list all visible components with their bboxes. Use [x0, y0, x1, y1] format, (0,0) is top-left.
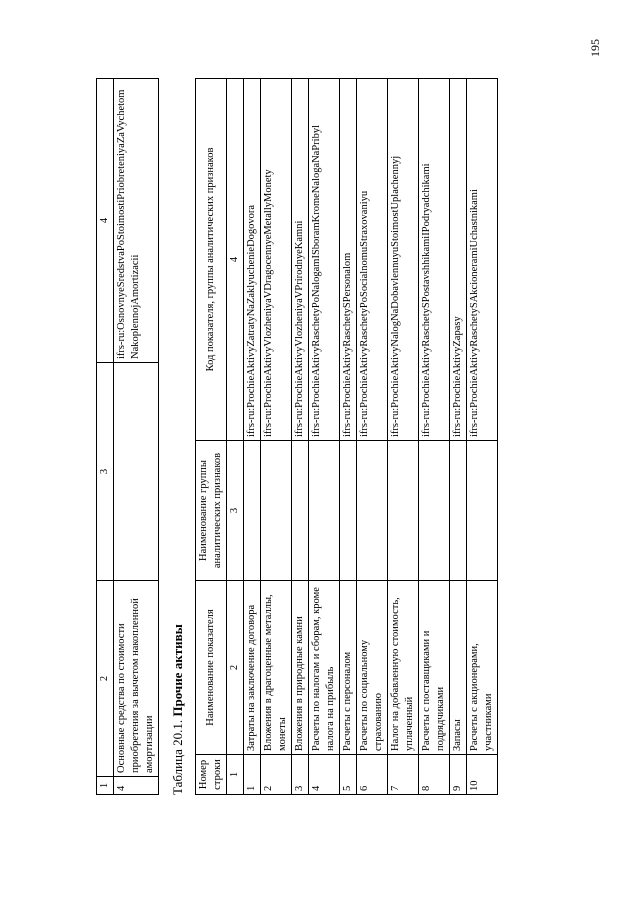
- table-row: [467, 79, 498, 795]
- row-group: [388, 441, 419, 581]
- table-row: [261, 79, 292, 795]
- column-number-row: [97, 79, 114, 795]
- col-number-3: 3: [97, 363, 114, 581]
- row-name: Налог на добавленную стоимость, уплаченный: [388, 581, 419, 755]
- header-code: Код показателя, группы аналитических признаков: [196, 79, 227, 441]
- row-group: [467, 441, 498, 581]
- row-code: ifrs-ru:OsnovnyeSredstvaPoStoimostiPriobreteniyaZaVychetomNakoplennojAmortizacii: [114, 79, 159, 363]
- header-row-number: Номер строки: [196, 755, 227, 795]
- row-number: 7: [388, 755, 419, 795]
- row-name: Расчеты с поставщиками и подрядчиками: [419, 581, 450, 755]
- row-group: [340, 441, 357, 581]
- row-code: ifrs-ru:ProchieAktivyZapasy: [450, 79, 467, 441]
- row-name: Вложения в драгоценные металлы, монеты: [261, 581, 292, 755]
- row-group: [450, 441, 467, 581]
- col-number-3: 3: [227, 441, 244, 581]
- row-name: Расчеты по налогам и сборам, кроме налога на прибыль: [309, 581, 340, 755]
- row-code: ifrs-ru:ProchieAktivyZatratyNaZaklyuchenieDogovora: [244, 79, 261, 441]
- page-number: 195: [588, 39, 602, 57]
- row-group: [309, 441, 340, 581]
- row-group: [292, 441, 309, 581]
- row-group: [261, 441, 292, 581]
- table-row: [388, 79, 419, 795]
- table-row: [292, 79, 309, 795]
- row-group: [114, 363, 159, 581]
- table-row: [114, 79, 159, 795]
- row-name: Основные средства по стоимости приобретения за вычетом накопленной амортизации: [114, 581, 159, 777]
- table-row: [357, 79, 388, 795]
- column-number-row: [227, 79, 244, 795]
- header-row: [196, 79, 227, 795]
- row-number: 4: [114, 777, 159, 795]
- other-assets-table: [195, 78, 498, 795]
- table-caption: [170, 624, 186, 795]
- col-number-4: 4: [227, 79, 244, 441]
- row-name: Затраты на заключение договора: [244, 581, 261, 755]
- row-group: [419, 441, 450, 581]
- row-code: ifrs-ru:ProchieAktivyRaschetyPoSocialnomuStraxovaniyu: [357, 79, 388, 441]
- table-row: [340, 79, 357, 795]
- row-code: ifrs-ru:ProchieAktivyRaschetySAkcioneramiUchastnikami: [467, 79, 498, 441]
- row-group: [357, 441, 388, 581]
- row-code: ifrs-ru:ProchieAktivyVlozheniyaVPrirodnyeKamni: [292, 79, 309, 441]
- row-number: 5: [340, 755, 357, 795]
- row-code: ifrs-ru:ProchieAktivyNalogNaDobavlennuyuStoimostUplachennyj: [388, 79, 419, 441]
- row-number: 2: [261, 755, 292, 795]
- row-number: 8: [419, 755, 450, 795]
- continued-table: [96, 78, 159, 795]
- row-name: Запасы: [450, 581, 467, 755]
- col-number-1: 1: [97, 777, 114, 795]
- col-number-2: 2: [97, 581, 114, 777]
- row-group: [244, 441, 261, 581]
- row-code: ifrs-ru:ProchieAktivyVlozheniyaVDragocennyeMetallyMonety: [261, 79, 292, 441]
- caption-prefix: Таблица 20.1.: [170, 716, 185, 795]
- row-code: ifrs-ru:ProchieAktivyRaschetySPersonalom: [340, 79, 357, 441]
- table-row: [244, 79, 261, 795]
- col-number-1: 1: [227, 755, 244, 795]
- table-row: [419, 79, 450, 795]
- header-indicator-name: Наименование показателя: [196, 581, 227, 755]
- row-number: 9: [450, 755, 467, 795]
- table-row: [309, 79, 340, 795]
- col-number-2: 2: [227, 581, 244, 755]
- row-name: Расчеты по социальному страхованию: [357, 581, 388, 755]
- row-code: ifrs-ru:ProchieAktivyRaschetyPoNalogamISboramKromeNalogaNaPribyl: [309, 79, 340, 441]
- row-number: 3: [292, 755, 309, 795]
- row-number: 6: [357, 755, 388, 795]
- caption-title: Прочие активы: [170, 624, 185, 717]
- row-number: 10: [467, 755, 498, 795]
- row-name: Вложения в природные камни: [292, 581, 309, 755]
- row-code: ifrs-ru:ProchieAktivyRaschetySPostavshhikamiIPodryadchikami: [419, 79, 450, 441]
- row-number: 4: [309, 755, 340, 795]
- row-number: 1: [244, 755, 261, 795]
- row-name: Расчеты с персоналом: [340, 581, 357, 755]
- col-number-4: 4: [97, 79, 114, 363]
- table-row: [450, 79, 467, 795]
- row-name: Расчеты с акционерами, участниками: [467, 581, 498, 755]
- header-group-name: Наименование группы аналитических признаков: [196, 441, 227, 581]
